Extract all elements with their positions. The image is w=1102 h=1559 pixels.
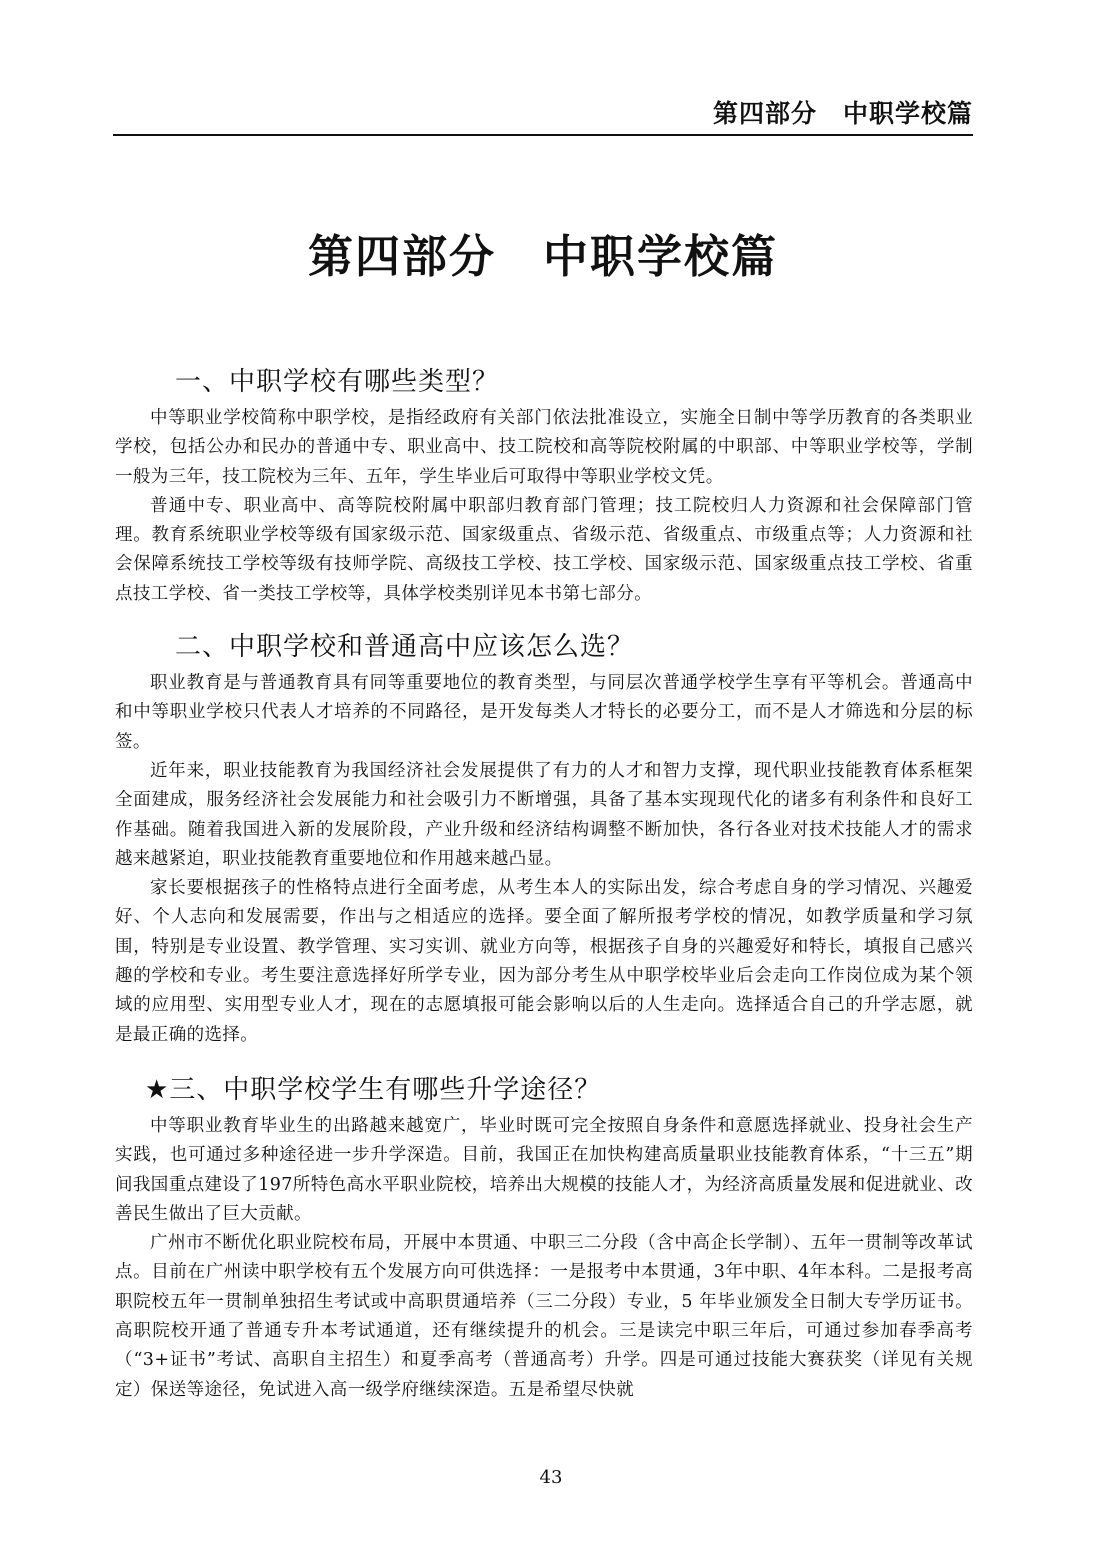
paragraph: 近年来，职业技能教育为我国经济社会发展提供了有力的人才和智力支撑，现代职业技能教育体系框架全面建成，服务经济社会发展能力和社会吸引力不断增强，具备了基本实现现代化的诸多有利条件和良好工作基础。随着我国进入新的发展阶段，产业升级和经济结构调整不断加快，各行各业对技术技能人才的需求越来越紧迫，职业技能教育重要地位和作用越来越凸显。	[115, 760, 973, 869]
section-2	[115, 625, 973, 1050]
paragraph: 中等职业学校简称中职学校，是指经政府有关部门依法批准设立，实施全日制中等学历教育的各类职业学校，包括公办和民办的普通中专、职业高中、技工院校和高等院校附属的中职部、中等职业学校等，学制一般为三年，技工院校为三年、五年，学生毕业后可取得中等职业学校文凭。	[115, 408, 973, 487]
page-number: 43	[539, 1467, 563, 1488]
paragraph: 普通中专、职业高中、高等院校附属中职部归教育部门管理；技工院校归人力资源和社会保障部门管理。教育系统职业学校等级有国家级示范、国家级重点、省级示范、省级重点、市级重点等；人力资源和社会保障系统技工学校等级有技师学院、高级技工学校、技工学校、国家级示范、国家级重点技工学校、省重点技工学校、省一类技工学校等，具体学校类别详见本书第七部分。	[115, 495, 973, 604]
content-body	[115, 360, 973, 1421]
section-heading: 二、中职学校和普通高中应该怎么选？	[175, 632, 635, 663]
chapter-title: 第四部分 中职学校篇	[307, 230, 778, 283]
section-heading: 一、中职学校有哪些类型？	[175, 367, 500, 397]
section-3	[115, 1068, 973, 1405]
section-heading-starred: ★三、中职学校学生有哪些升学途径？	[145, 1074, 602, 1105]
paragraph: 职业教育是与普通教育具有同等重要地位的教育类型，与同层次普通学校学生享有平等机会。普通高中和中等职业学校只代表人才培养的不同路径，是开发每类人才特长的必要分工，而不是人才筛选和分层的标签。	[115, 673, 973, 752]
running-header: 第四部分 中职学校篇	[712, 99, 973, 128]
header-rule	[113, 134, 973, 136]
paragraph: 广州市不断优化职业院校布局，开展中本贯通、中职三二分段（含中高企长学制）、五年一贯制等改革试点。目前在广州读中职学校有五个发展方向可供选择：一是报考中本贯通，3年中职、4年本科。二是报考高职院校五年一贯制单独招生考试或中高职贯通培养（三二分段）专业，5 年毕业颁发全日制大专学历证书。高职院校开通了普通专升本考试通道，还有继续提升的机会。三是读完中职三年后，可通过参加春季高考（“3+证书”考试、高职自主招生）和夏季高考（普通高考）升学。四是可通过技能大赛获奖（详见有关规定）保送等途径，免试进入高一级学府继续深造。五是希望尽快就	[115, 1233, 973, 1400]
paragraph: 中等职业教育毕业生的出路越来越宽广，毕业时既可完全按照自身条件和意愿选择就业、投身社会生产实践，也可通过多种途径进一步升学深造。目前，我国正在加快构建高质量职业技能教育体系，“十三五”期间我国重点建设了197所特色高水平职业院校，培养出大规模的技能人才，为经济高质量发展和促进就业、改善民生做出了巨大贡献。	[115, 1115, 973, 1224]
paragraph: 家长要根据孩子的性格特点进行全面考虑，从考生本人的实际出发，综合考虑自身的学习情况、兴趣爱好、个人志向和发展需要，作出与之相适应的选择。要全面了解所报考学校的情况，如教学质量和学习氛围，特别是专业设置、教学管理、实习实训、就业方向等，根据孩子自身的兴趣爱好和特长，填报自己感兴趣的学校和专业。考生要注意选择好所学专业，因为部分考生从中职学校毕业后会走向工作岗位成为某个领域的应用型、实用型专业人才，现在的志愿填报可能会影响以后的人生走向。选择适合自己的升学志愿，就是最正确的选择。	[115, 878, 973, 1045]
section-1	[115, 360, 973, 609]
